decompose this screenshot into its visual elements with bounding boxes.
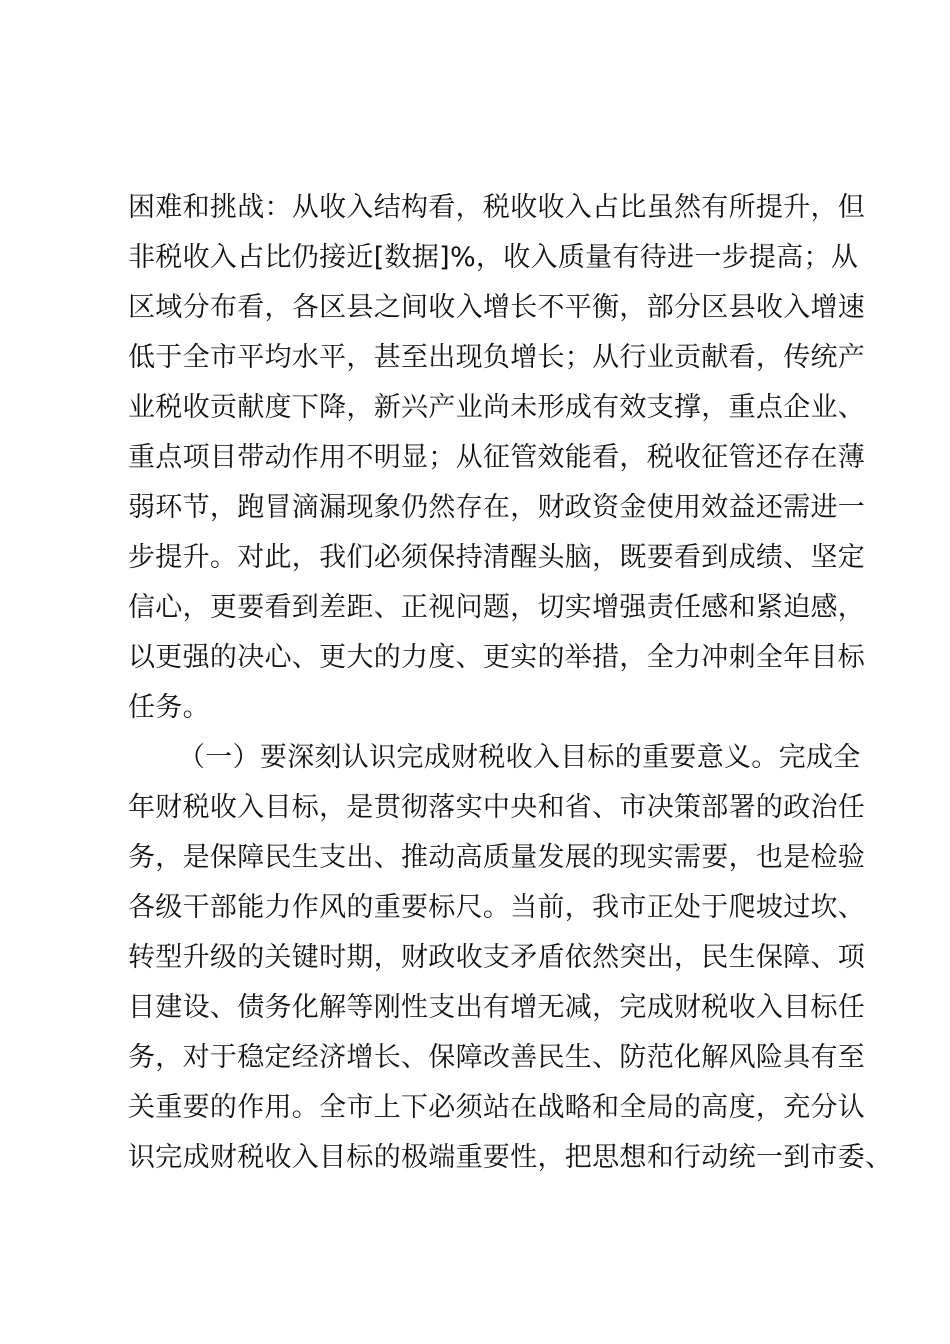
text-line: 以更强的决心、更大的力度、更实的举措，全力冲刺全年目标 <box>128 642 866 673</box>
text-line: 困难和挑战：从收入结构看，税收收入占比虽然有所提升，但 <box>128 192 866 223</box>
text-line: 业税收贡献度下降，新兴产业尚未形成有效支撑，重点企业、 <box>128 392 866 423</box>
text-line: 信心，更要看到差距、正视问题，切实增强责任感和紧迫感， <box>128 592 866 623</box>
text-line: 弱环节，跑冒滴漏现象仍然存在，财政资金使用效益还需进一 <box>128 492 866 523</box>
text-line: 步提升。对此，我们必须保持清醒头脑，既要看到成绩、坚定 <box>128 542 866 573</box>
text-line: 低于全市平均水平，甚至出现负增长；从行业贡献看，传统产 <box>128 342 866 373</box>
section-heading-line: （一）要深刻认识完成财税收入目标的重要意义。完成全 <box>178 742 861 773</box>
text-line: 非税收入占比仍接近[数据]%，收入质量有待进一步提高；从 <box>128 242 859 273</box>
text-line: 关重要的作用。全市上下必须站在战略和全局的高度，充分认 <box>128 1092 866 1123</box>
text-line: 转型升级的关键时期，财政收支矛盾依然突出，民生保障、项 <box>128 942 866 973</box>
text-line: 区域分布看，各区县之间收入增长不平衡，部分区县收入增速 <box>128 292 866 323</box>
text-line: 识完成财税收入目标的极端重要性，把思想和行动统一到市委、 <box>128 1142 893 1173</box>
text-line: 务，是保障民生支出、推动高质量发展的现实需要，也是检验 <box>128 842 866 873</box>
text-line: 年财税收入目标，是贯彻落实中央和省、市决策部署的政治任 <box>128 792 866 823</box>
text-line: 任务。 <box>128 692 210 723</box>
body-text <box>128 183 893 1183</box>
text-line: 目建设、债务化解等刚性支出有增无减，完成财税收入目标任 <box>128 992 866 1023</box>
text-line: 务，对于稳定经济增长、保障改善民生、防范化解风险具有至 <box>128 1042 866 1073</box>
text-line: 重点项目带动作用不明显；从征管效能看，税收征管还存在薄 <box>128 442 866 473</box>
text-line: 各级干部能力作风的重要标尺。当前，我市正处于爬坡过坎、 <box>128 892 866 923</box>
